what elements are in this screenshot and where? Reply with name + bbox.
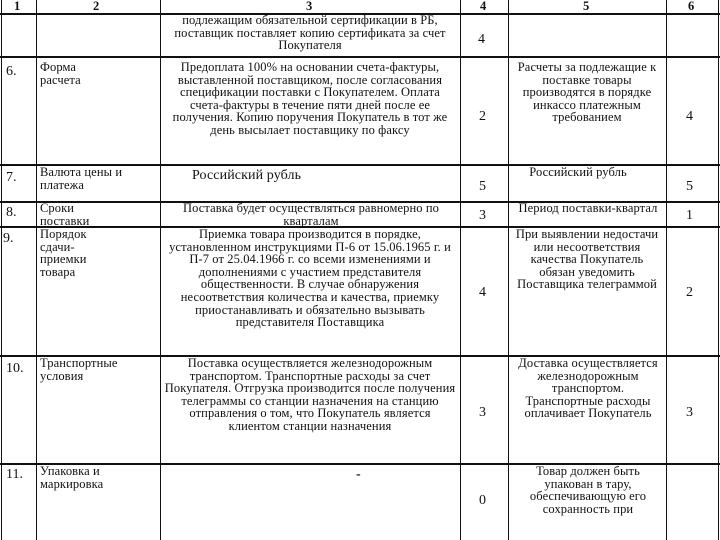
row-number: 6.	[6, 64, 17, 79]
column-divider	[1, 0, 2, 540]
row-alternative: Доставка осуществляется железнодорожным транспортом. Транспортные расходы оплачивает Покупатель	[518, 356, 658, 421]
row-criterion: Порядок сдачи-приемки товара	[40, 227, 87, 279]
column-divider	[666, 0, 667, 540]
row-criterion: Сроки поставки	[40, 201, 90, 228]
column-divider	[508, 0, 509, 540]
row-criterion: Форма расчета	[40, 60, 81, 87]
row-score-alternative: 1	[686, 208, 693, 223]
row-number: 11.	[6, 467, 23, 482]
row-score-alternative: 2	[686, 285, 693, 300]
header-col-2: 2	[93, 0, 100, 13]
row-condition: Предоплата 100% на основании счета-фактуры, выставленной поставщиком, после согласования спецификации поставки с Покупателем. Оплата счета-фактуры в течение пяти дней после ее получения. Копию поручения Покупатель в тот же день высылает поставщику по факсу	[172, 60, 448, 137]
row-alternative: Товар должен быть упакован в тару, обеспечивающую его сохранность при	[529, 464, 647, 516]
row-number: 7.	[6, 170, 17, 185]
header-col-3: 3	[306, 0, 313, 13]
header-col-5: 5	[583, 0, 590, 13]
row-number: 10.	[6, 361, 24, 376]
row-criterion: Валюта цены и платежа	[40, 165, 123, 192]
row-condition: -	[356, 467, 361, 482]
row-score-condition: 3	[479, 208, 486, 223]
row-criterion: Транспортные условия	[40, 356, 118, 383]
row-condition: подлежащим обязательной сертификации в РБ, поставщик поставляет копию сертификата за счет Покупателя	[174, 13, 446, 53]
row-alternative: Период поставки-квартал	[518, 201, 658, 215]
row-condition: Приемка товара производится в порядке, установленном инструкциями П-6 от 15.06.1965 г. и П-7 от 25.04.1966 г. со всеми изменениями и дополнениями с участием представителя общественности. В случае обнаружения несоответствия количества и качества, приемку приостанавливать и обязательно вызывать представителя Поставщика	[169, 227, 451, 330]
column-divider	[36, 0, 37, 540]
row-score-condition: 4	[478, 32, 485, 47]
column-divider	[460, 0, 461, 540]
row-condition: Российский рубль	[192, 168, 302, 183]
row-number: 9.	[3, 231, 14, 246]
row-condition: Поставка будет осуществляться равномерно по кварталам	[182, 201, 439, 228]
header-col-6: 6	[688, 0, 695, 13]
row-score-alternative: 5	[686, 179, 693, 194]
row-alternative: Расчеты за подлежащие к поставке товары производятся в порядке инкассо платежным требованием	[517, 60, 657, 125]
row-score-condition: 4	[479, 285, 486, 300]
row-alternative: Российский рубль	[529, 165, 627, 179]
row-condition: Поставка осуществляется железнодорожным транспортом. Транспортные расходы за счет Покупателя. Отгрузка производится после получения телеграммы со станции назначения на станцию отправления о том, что Покупатель является клиентом станции назначения	[164, 356, 456, 433]
row-alternative: При выявлении недостачи или несоответствия качества Покупатель обязан уведомить Поставщика телеграммой	[515, 227, 659, 292]
header-col-4: 4	[480, 0, 487, 13]
row-divider	[0, 56, 720, 58]
row-score-condition: 2	[479, 109, 486, 124]
row-score-condition: 0	[479, 493, 486, 508]
header-col-1: 1	[14, 0, 21, 13]
row-number: 8.	[6, 205, 17, 220]
column-divider	[160, 0, 161, 540]
row-score-condition: 5	[479, 179, 486, 194]
row-score-alternative: 3	[686, 405, 693, 420]
column-divider	[718, 0, 719, 540]
row-score-alternative: 4	[686, 109, 693, 124]
row-criterion: Упаковка и маркировка	[40, 464, 104, 491]
row-score-condition: 3	[479, 405, 486, 420]
